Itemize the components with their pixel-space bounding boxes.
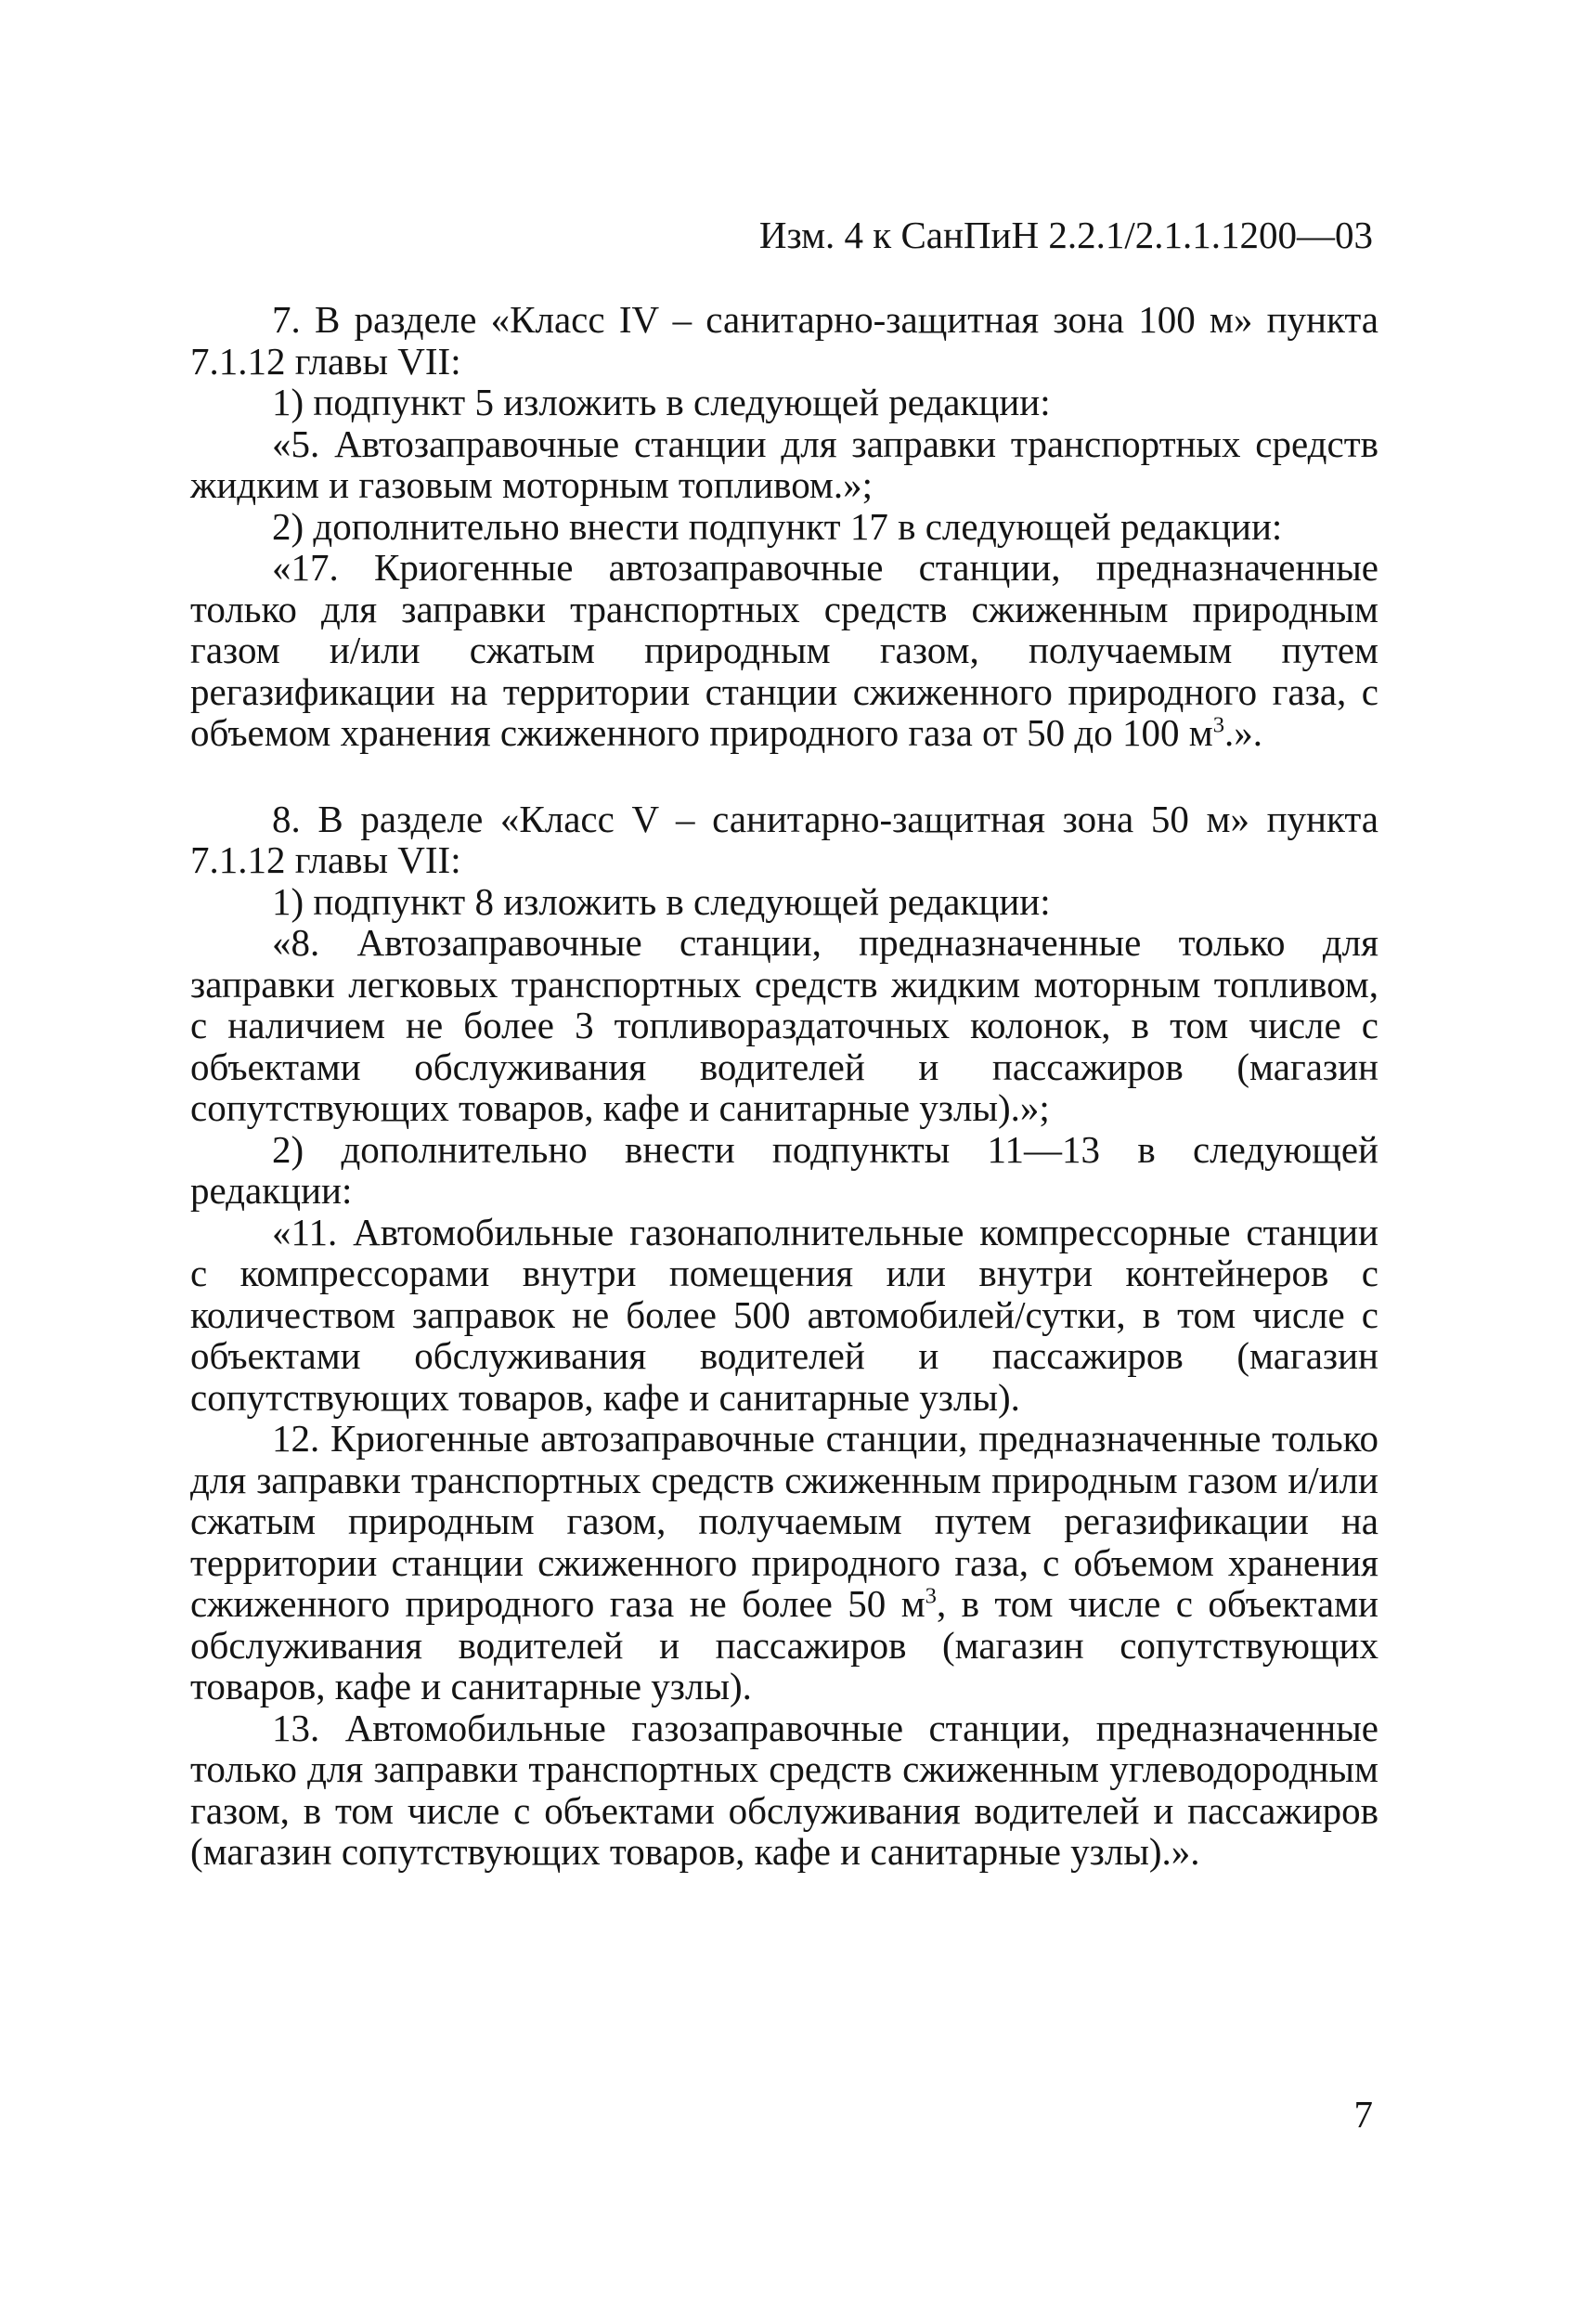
quote-17-end: .». [1224, 711, 1262, 754]
section-8-quote-subitem-13: 13. Автомобильные газозаправочные станции, предназначенные только для заправки транспортных средств сжиженным углеводородным газом, в том числе с объектами обслуживания водителей и пассажиров (магазин сопутствующих товаров, кафе и санитарные узлы).». [190, 1706, 1378, 1873]
page-number: 7 [1353, 2093, 1373, 2136]
document-reference-header: Изм. 4 к СанПиН 2.2.1/2.1.1.1200—03 [758, 214, 1373, 256]
section-8-quote-subitem-8: «8. Автозаправочные станции, предназначенные только для заправки легковых транспортных средств жидким моторным топливом, с наличием не более 3 топливораздаточных колонок, в том числе с объектами обслуживания водителей и пассажиров (магазин сопутствующих товаров, кафе и санитарные узлы).»; [190, 921, 1378, 1129]
section-7-item-1: 1) подпункт 5 изложить в следующей редакции: [272, 381, 1051, 423]
section-8-heading: 8. В разделе «Класс V – санитарно-защитная зона 50 м» пункта 7.1.12 главы VII: [190, 797, 1378, 881]
section-7-quote-subitem-17 [190, 547, 1378, 754]
quote-17-text: «17. Криогенные автозаправочные станции, предназначенные только для заправки транспортных средств сжиженным природным газом и/или сжатым природным газом, получаемым путем регазификации на территории станции сжиженного природного газа, с объемом хранения сжиженного природного газа от 50 до 100 м [190, 546, 1378, 754]
section-8-quote-subitem-12 [190, 1418, 1378, 1707]
section-7-heading: 7. В разделе «Класс IV – санитарно-защитная зона 100 м» пункта 7.1.12 главы VII: [190, 298, 1378, 383]
section-7-quote-subitem-5: «5. Автозаправочные станции для заправки транспортных средств жидким и газовым моторным топливом.»; [190, 422, 1378, 506]
quote-17-superscript: 3 [1212, 712, 1224, 738]
document-body [190, 299, 1378, 1873]
section-divider-space [190, 754, 1378, 798]
section-8-quote-subitem-11: «11. Автомобильные газонаполнительные компрессорные станции с компрессорами внутри помещения или внутри контейнеров с количеством заправок не более 500 автомобилей/сутки, в том числе с объектами обслуживания водителей и пассажиров (магазин сопутствующих товаров, кафе и санитарные узлы). [190, 1210, 1378, 1419]
quote-12-text: 12. Криогенные автозаправочные станции, предназначенные только для заправки транспортных средств сжиженным природным газом и/или сжатым природным газом, получаемым путем регазификации на территории станции сжиженного природного газа, с объемом хранения сжиженного природного газа не более 50 м [190, 1417, 1378, 1625]
quote-12-end: , в том числе с объектами обслуживания водителей и пассажиров (магазин сопутствующих товаров, кафе и санитарные узлы). [190, 1582, 1378, 1707]
section-8-item-2: 2) дополнительно внести подпункты 11—13 в следующей редакции: [190, 1127, 1378, 1212]
section-8-item-1: 1) подпункт 8 изложить в следующей редакции: [272, 879, 1051, 923]
quote-12-superscript: 3 [925, 1583, 937, 1609]
section-7-item-2: 2) дополнительно внести подпункт 17 в следующей редакции: [272, 504, 1283, 548]
